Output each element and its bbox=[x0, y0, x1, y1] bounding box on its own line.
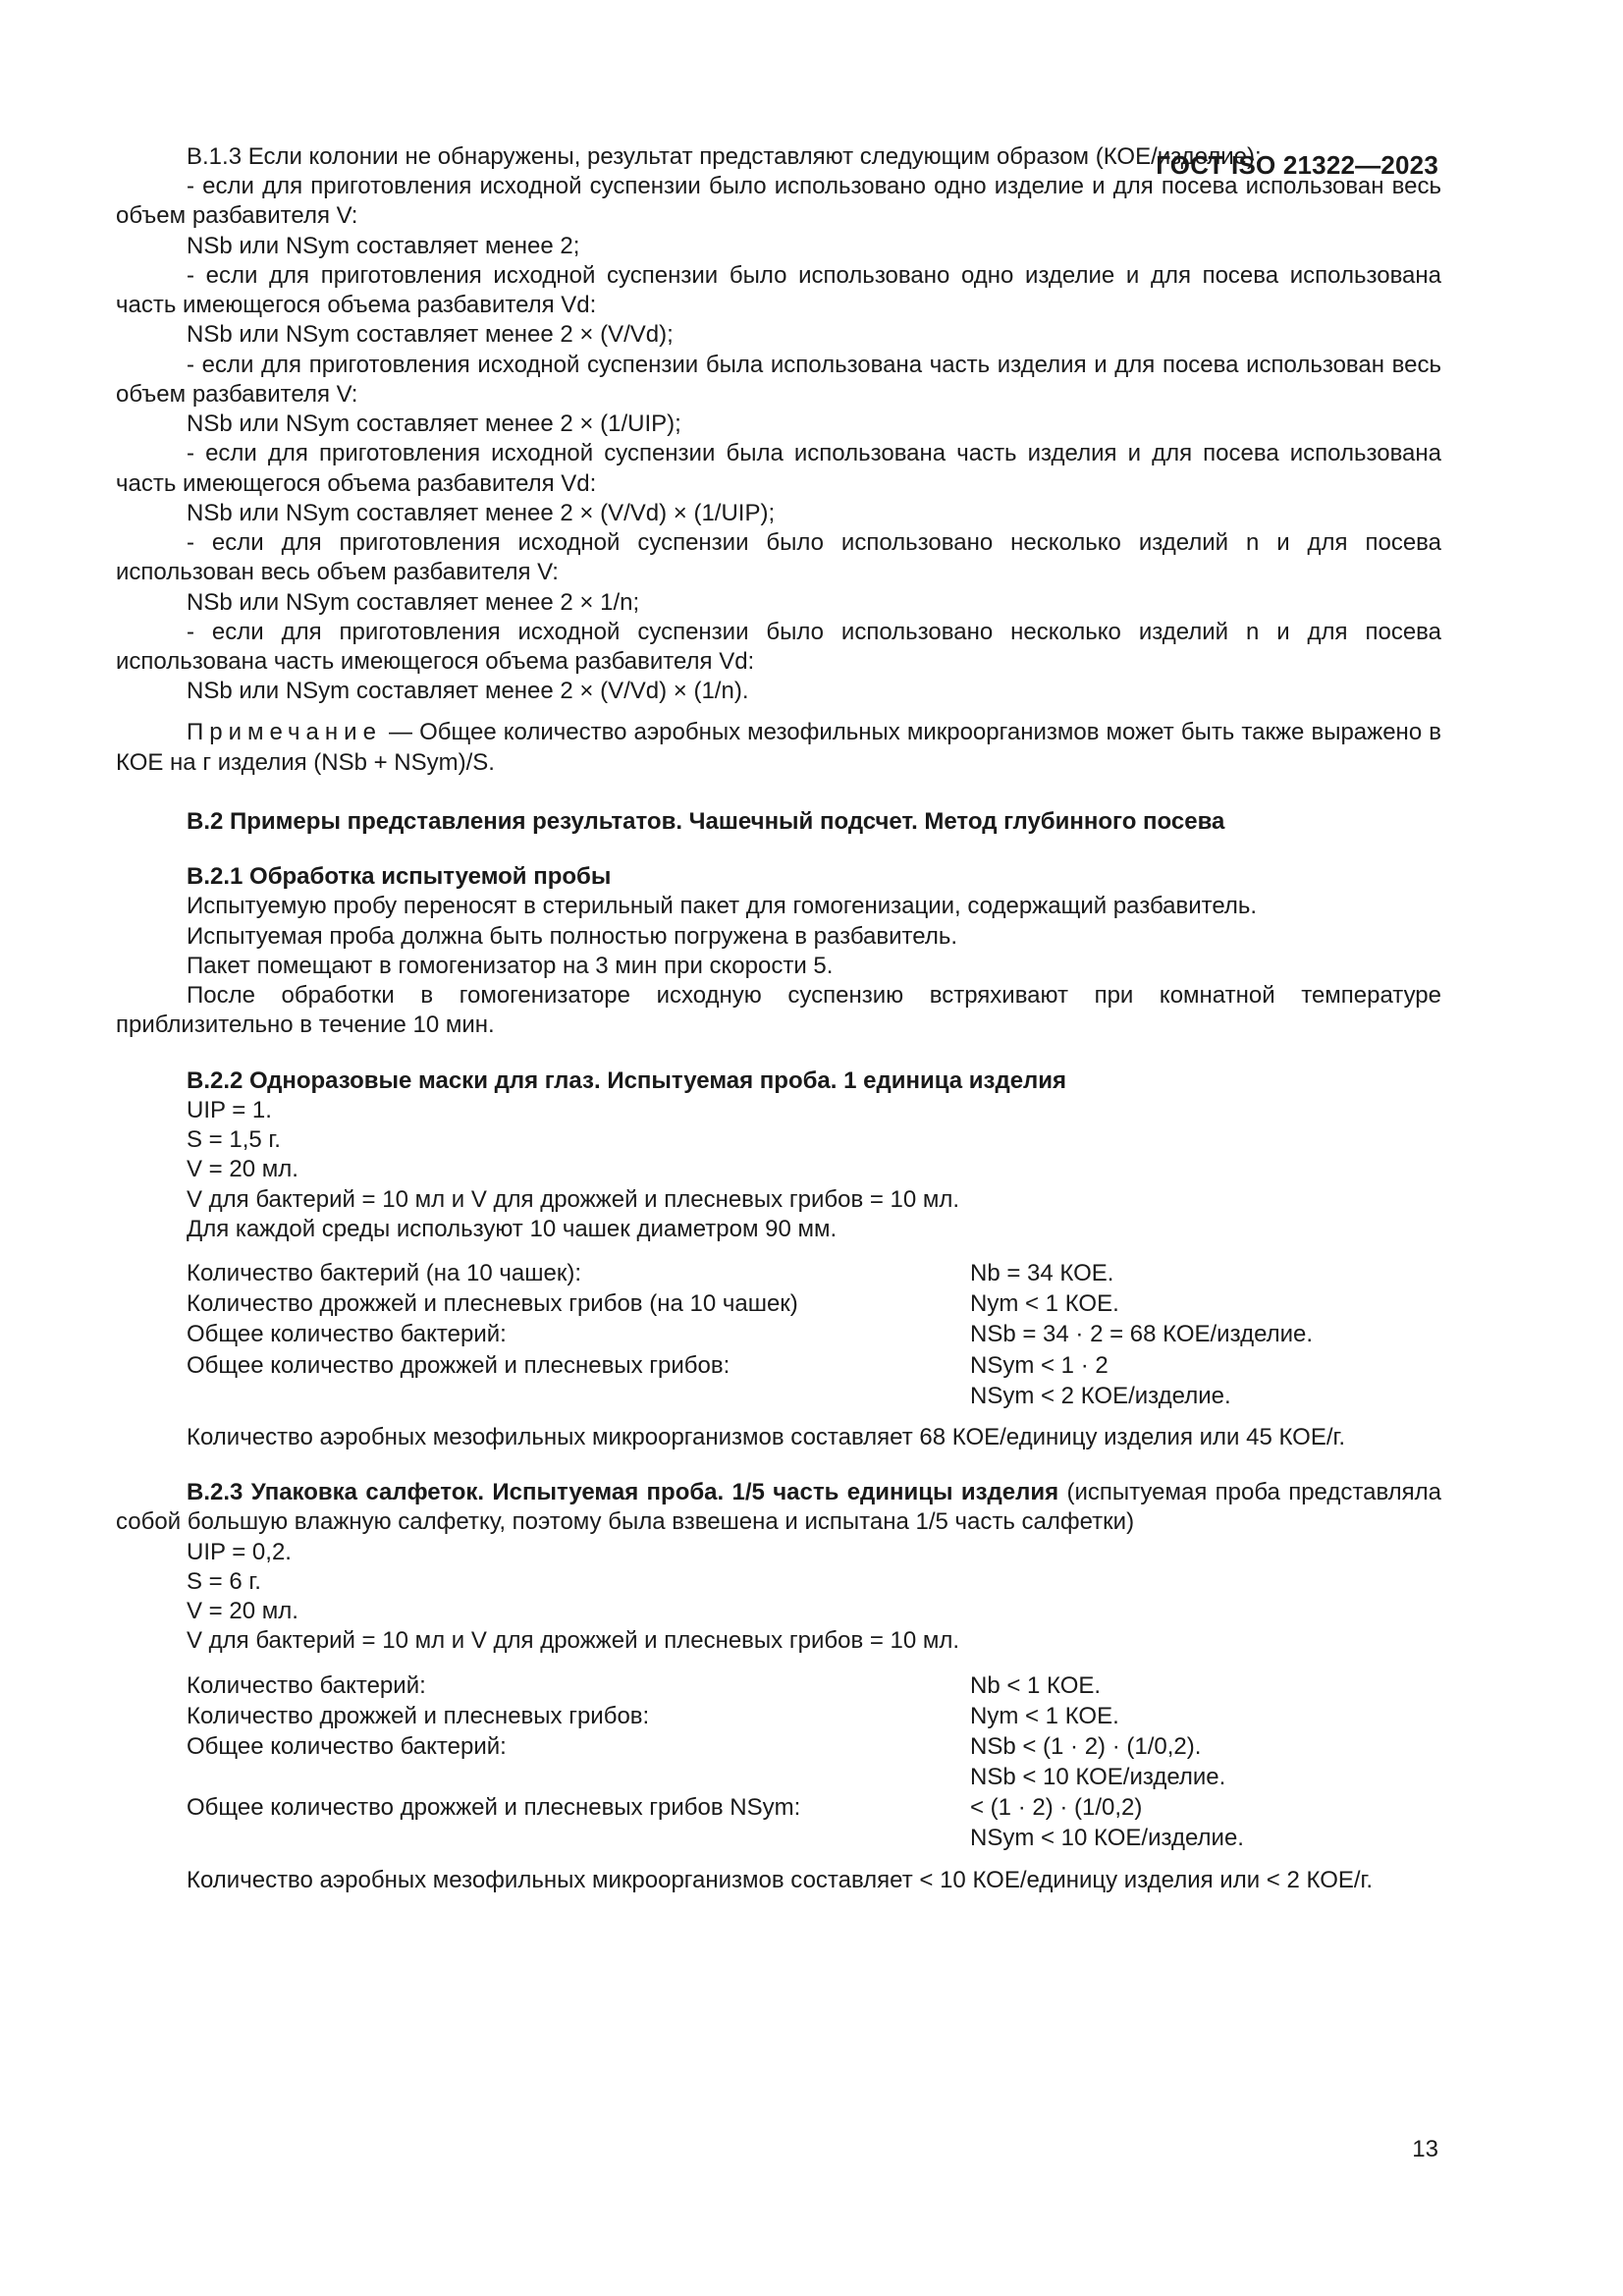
case-5: - если для приготовления исходной суспензии было использовано несколько изделий n и для посева использован весь объем разбавителя V: bbox=[116, 529, 1441, 586]
section-b21-title: В.2.1 Обработка испытуемой пробы bbox=[187, 863, 612, 891]
table-row bbox=[187, 1762, 1443, 1792]
row-label: Количество дрожжей и плесневых грибов: bbox=[187, 1702, 650, 1729]
table-row bbox=[187, 1701, 1443, 1731]
table-row bbox=[187, 1670, 1443, 1701]
table-row bbox=[187, 1258, 1443, 1288]
section-b23-title-rest: (испытуемая проба представляла собой большую влажную салфетку, поэтому была взвешена и испытана 1/5 часть салфетки) bbox=[116, 1479, 1442, 1536]
row-label bbox=[187, 1381, 970, 1411]
formula-4: NSb или NSym составляет менее 2 × (V/Vd) × (1/UIP); bbox=[187, 499, 776, 526]
b22-param: V для бактерий = 10 мл и V для дрожжей и плесневых грибов = 10 мл. bbox=[187, 1185, 960, 1213]
row-value: NSb < (1 · 2) · (1/0,2). bbox=[970, 1732, 1202, 1760]
table-row bbox=[187, 1350, 1443, 1381]
page-number: 13 bbox=[1412, 2136, 1438, 2162]
b23-results-table bbox=[187, 1670, 1443, 1854]
b22-conclusion: Количество аэробных мезофильных микроорганизмов составляет 68 КОЕ/единицу изделия или 45 КОЕ/г. bbox=[187, 1423, 1346, 1450]
row-value: NSb = 34 · 2 = 68 КОЕ/изделие. bbox=[970, 1321, 1314, 1348]
table-row bbox=[187, 1823, 1443, 1853]
b21-line: Испытуемую пробу переносят в стерильный пакет для гомогенизации, содержащий разбавитель. bbox=[187, 893, 1258, 920]
b21-line: После обработки в гомогенизаторе исходную суспензию встряхивают при комнатной температуре приблизительно в течение 10 мин. bbox=[116, 982, 1441, 1039]
formula-2: NSb или NSym составляет менее 2 × (V/Vd); bbox=[187, 321, 674, 349]
page-body bbox=[116, 142, 1441, 1895]
table-row bbox=[187, 1319, 1443, 1349]
case-1: - если для приготовления исходной суспензии было использовано одно изделие и для посева использован весь объем разбавителя V: bbox=[116, 173, 1441, 230]
b23-conclusion: Количество аэробных мезофильных микроорганизмов составляет < 10 КОЕ/единицу изделия или < 2 КОЕ/г. bbox=[187, 1866, 1374, 1893]
case-4: - если для приготовления исходной суспензии была использована часть изделия и для посева использована часть имеющегося объема разбавителя Vd: bbox=[116, 440, 1441, 497]
table-row bbox=[187, 1288, 1443, 1319]
b23-param: UIP = 0,2. bbox=[187, 1538, 292, 1565]
formula-5: NSb или NSym составляет менее 2 × 1/n; bbox=[187, 588, 640, 616]
row-value: NSym < 1 · 2 bbox=[970, 1351, 1109, 1379]
b22-param: S = 1,5 г. bbox=[187, 1126, 281, 1154]
case-6: - если для приготовления исходной суспензии было использовано несколько изделий n и для посева использована часть имеющегося объема разбавителя Vd: bbox=[116, 618, 1441, 675]
b22-results-table bbox=[187, 1258, 1443, 1411]
case-2: - если для приготовления исходной суспензии было использовано одно изделие и для посева использована часть имеющегося объема разбавителя Vd: bbox=[116, 261, 1441, 319]
row-label bbox=[187, 1762, 970, 1792]
table-row bbox=[187, 1792, 1443, 1823]
row-label: Количество бактерий: bbox=[187, 1671, 426, 1699]
row-label: Количество дрожжей и плесневых грибов (на 10 чашек) bbox=[187, 1290, 798, 1318]
table-row bbox=[187, 1731, 1443, 1762]
b23-param: S = 6 г. bbox=[187, 1567, 261, 1595]
section-b23-heading bbox=[116, 1478, 1441, 1537]
row-label: Общее количество бактерий: bbox=[187, 1732, 507, 1760]
b21-line: Пакет помещают в гомогенизатор на 3 мин при скорости 5. bbox=[187, 952, 834, 979]
note-label: Примечание bbox=[187, 719, 382, 746]
b22-param: UIP = 1. bbox=[187, 1096, 272, 1123]
row-label: Общее количество дрожжей и плесневых грибов NSym: bbox=[187, 1794, 801, 1822]
note bbox=[116, 718, 1441, 777]
document-standard-header: ГОСТ ISO 21322—2023 bbox=[1156, 150, 1438, 180]
b22-param: V = 20 мл. bbox=[187, 1156, 298, 1183]
b23-param: V = 20 мл. bbox=[187, 1598, 298, 1625]
row-value: NSym < 10 КОЕ/изделие. bbox=[970, 1825, 1244, 1852]
formula-6: NSb или NSym составляет менее 2 × (V/Vd) × (1/n). bbox=[187, 678, 749, 705]
table-row bbox=[187, 1381, 1443, 1411]
b21-line: Испытуемая проба должна быть полностью погружена в разбавитель. bbox=[187, 922, 957, 950]
formula-1: NSb или NSym составляет менее 2; bbox=[187, 232, 580, 259]
row-label: Количество бактерий (на 10 чашек): bbox=[187, 1259, 581, 1286]
row-value: NSb < 10 КОЕ/изделие. bbox=[970, 1764, 1226, 1791]
row-value: Nym < 1 КОЕ. bbox=[970, 1702, 1119, 1729]
formula-3: NSb или NSym составляет менее 2 × (1/UIP); bbox=[187, 410, 681, 438]
row-value: NSym < 2 КОЕ/изделие. bbox=[970, 1382, 1231, 1409]
section-b2-title: В.2 Примеры представления результатов. Чашечный подсчет. Метод глубинного посева bbox=[187, 807, 1225, 835]
note-text: — Общее количество аэробных мезофильных микроорганизмов может быть также выражено в КОЕ на г изделия (NSb + NSym)/S. bbox=[116, 719, 1441, 776]
row-label: Общее количество бактерий: bbox=[187, 1321, 507, 1348]
row-label bbox=[187, 1823, 970, 1853]
section-b13-intro: В.1.3 Если колонии не обнаружены, результат представляют следующим образом (КОЕ/изделие): bbox=[187, 143, 1262, 170]
b23-param: V для бактерий = 10 мл и V для дрожжей и плесневых грибов = 10 мл. bbox=[187, 1627, 960, 1655]
row-value: Nb = 34 КОЕ. bbox=[970, 1259, 1114, 1286]
row-value: Nym < 1 КОЕ. bbox=[970, 1290, 1119, 1318]
case-3: - если для приготовления исходной суспензии была использована часть изделия и для посева использован весь объем разбавителя V: bbox=[116, 351, 1441, 408]
row-label: Общее количество дрожжей и плесневых грибов: bbox=[187, 1351, 730, 1379]
row-value: < (1 · 2) · (1/0,2) bbox=[970, 1794, 1143, 1822]
row-value: Nb < 1 КОЕ. bbox=[970, 1671, 1102, 1699]
section-b23-title: В.2.3 Упаковка салфеток. Испытуемая проба. 1/5 часть единицы изделия bbox=[187, 1479, 1059, 1506]
section-b22-title: В.2.2 Одноразовые маски для глаз. Испытуемая проба. 1 единица изделия bbox=[187, 1066, 1067, 1094]
b22-param: Для каждой среды используют 10 чашек диаметром 90 мм. bbox=[187, 1215, 838, 1242]
